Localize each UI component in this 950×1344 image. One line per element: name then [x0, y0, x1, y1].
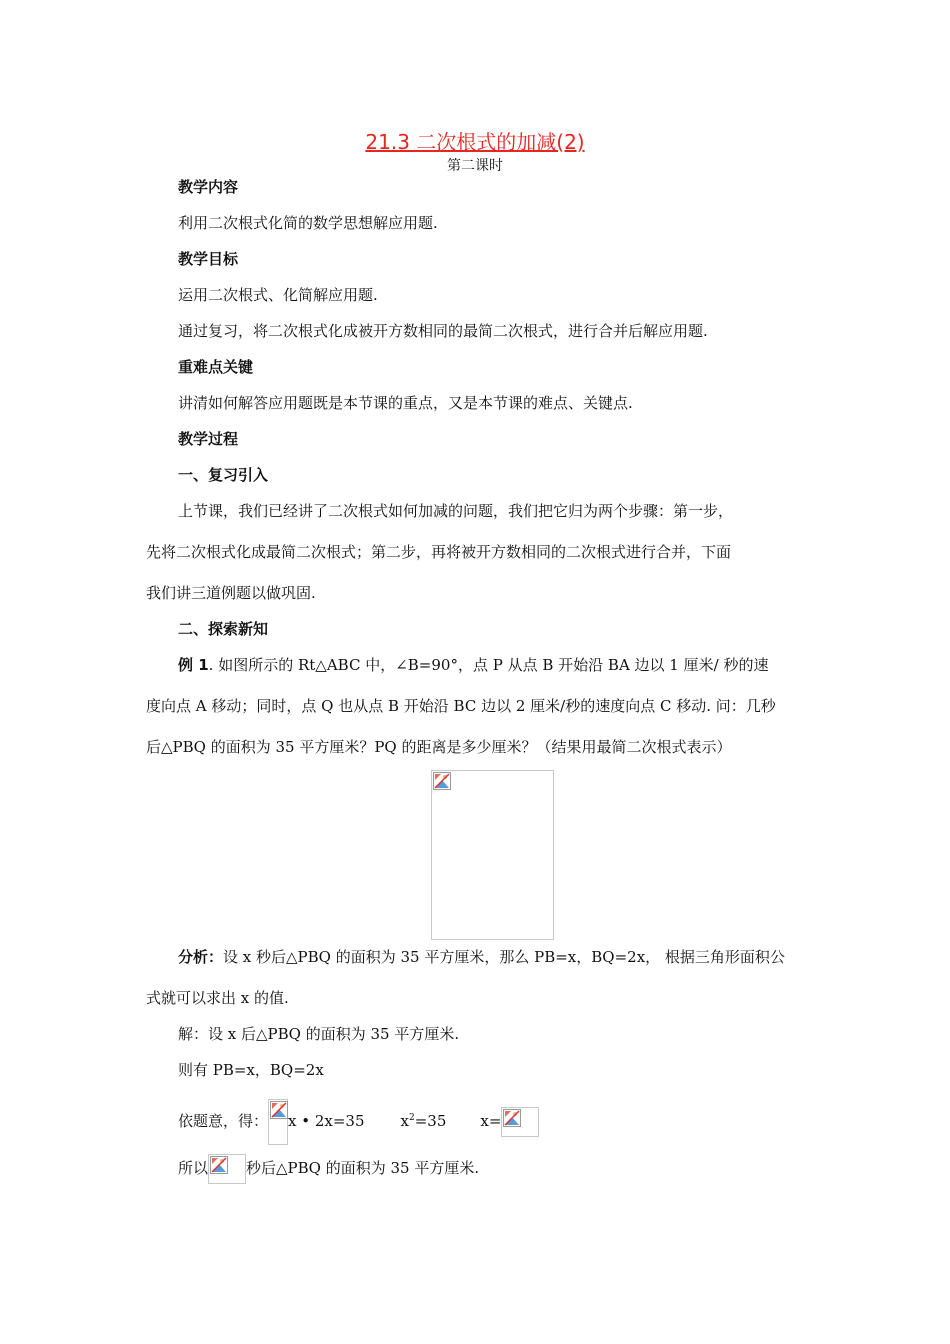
solution-line-3-prefix: 依题意，得：	[178, 1112, 269, 1130]
analysis-label: 分析：	[178, 948, 224, 966]
example-line-2: 度向点 A 移动；同时，点 Q 也从点 B 开始沿 BC 边以 2 厘米/秒的速度向点 C 移动. 问：几秒	[146, 697, 776, 715]
key-heading: 重难点关键	[178, 358, 254, 376]
example-line-3: 后△PBQ 的面积为 35 平方厘米？PQ 的距离是多少厘米？（结果用最简二次根式表示）	[146, 738, 732, 756]
sqrt-result-image	[501, 1107, 539, 1137]
solution-line-2: 则有 PB=x，BQ=2x	[178, 1061, 324, 1079]
key-text: 讲清如何解答应用题既是本节课的重点，又是本节课的难点、关键点.	[178, 394, 633, 412]
analysis-line-1	[178, 947, 785, 967]
goals-line-1: 运用二次根式、化简解应用题.	[178, 286, 378, 304]
analysis-line-2: 式就可以求出 x 的值.	[146, 989, 289, 1007]
broken-image-icon	[210, 1156, 228, 1174]
solution-line-4-suffix: 秒后△PBQ 的面积为 35 平方厘米.	[246, 1159, 480, 1177]
solution-line-4	[178, 1152, 479, 1184]
broken-image-icon	[270, 1101, 288, 1119]
page-title: 21.3 二次根式的加减(2)	[365, 130, 585, 154]
review-line-1: 上节课，我们已经讲了二次根式如何加减的问题，我们把它归为两个步骤：第一步，	[178, 502, 734, 520]
equation-2-base: x	[400, 1112, 409, 1130]
goals-line-2: 通过复习，将二次根式化成被开方数相同的最简二次根式，进行合并后解应用题.	[178, 322, 708, 340]
example-line-1	[178, 655, 768, 675]
example-label: 例 1	[178, 656, 209, 674]
equation-2-rest: =35	[414, 1112, 447, 1130]
broken-image-icon	[433, 772, 451, 790]
solution-line-1: 解：设 x 后△PBQ 的面积为 35 平方厘米.	[178, 1025, 460, 1043]
content-heading: 教学内容	[178, 178, 239, 196]
sqrt-answer-image	[208, 1154, 246, 1184]
equation-3: x=	[480, 1112, 502, 1130]
review-line-2: 先将二次根式化成最简二次根式；第二步，再将被开方数相同的二次根式进行合并，下面	[146, 543, 732, 561]
analysis-line-1-text: 设 x 秒后△PBQ 的面积为 35 平方厘米，那么 PB=x，BQ=2x， 根据三角形面积公	[223, 948, 785, 966]
example-line-1-text: . 如图所示的 Rt△ABC 中，∠B=90°，点 P 从点 B 开始沿 BA 边以 1 厘米/ 秒的速	[208, 656, 769, 674]
fraction-image	[268, 1099, 288, 1145]
broken-image-icon	[503, 1109, 521, 1127]
solution-line-3	[178, 1096, 539, 1145]
triangle-figure-image	[431, 770, 554, 940]
process-heading: 教学过程	[178, 430, 239, 448]
review-line-3: 我们讲三道例题以做巩固.	[146, 584, 316, 602]
review-heading: 一、复习引入	[178, 466, 269, 484]
content-text: 利用二次根式化简的数学思想解应用题.	[178, 214, 438, 232]
equation-2-exponent: 2	[409, 1113, 415, 1123]
solution-line-4-prefix: 所以	[178, 1159, 209, 1177]
equation-1: x • 2x=35	[288, 1112, 365, 1130]
equation-2	[401, 1112, 447, 1130]
explore-heading: 二、探索新知	[178, 620, 269, 638]
goals-heading: 教学目标	[178, 250, 239, 268]
page-subtitle: 第二课时	[447, 158, 503, 174]
